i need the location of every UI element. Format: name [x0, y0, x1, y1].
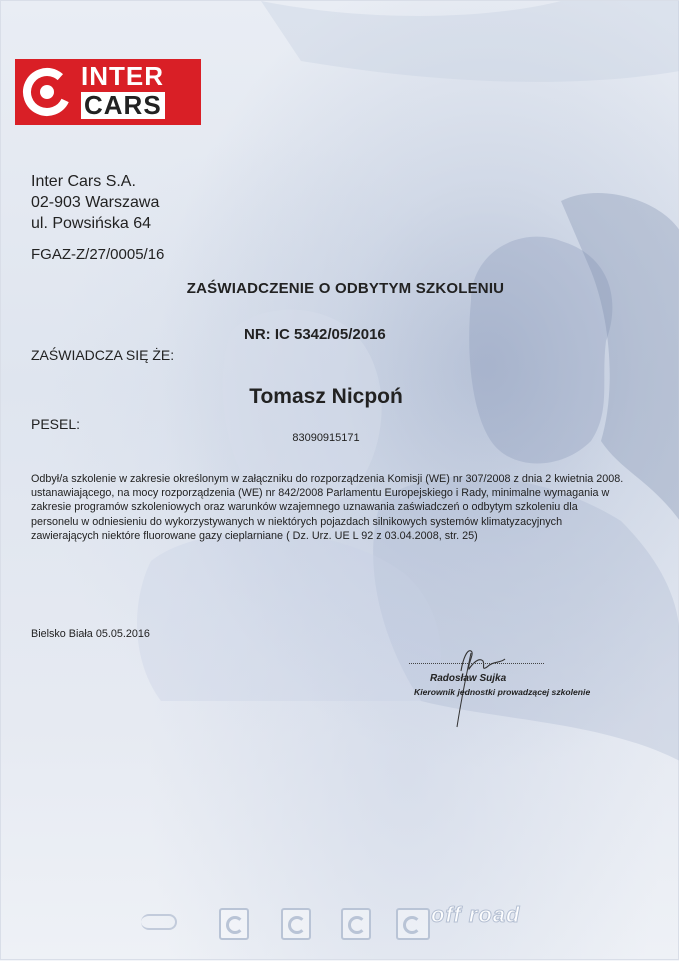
logo-line-2: CARS [81, 92, 165, 119]
company-address [31, 171, 159, 234]
company-street: ul. Powsińska 64 [31, 215, 152, 232]
company-postal-city: 02-903 Warszawa [31, 194, 160, 211]
pesel-label: PESEL: [31, 416, 81, 432]
inter-cars-logo [15, 59, 201, 125]
brand-logo-4 [341, 908, 371, 940]
brand-logo-5 [396, 908, 430, 940]
certificate-title: ZAŚWIADCZENIE O ODBYTYM SZKOLENIU [186, 280, 505, 297]
handwritten-signature [401, 641, 621, 731]
offroad-logo: off road [431, 902, 521, 927]
brand-logo-3 [281, 908, 311, 940]
recipient-name: Tomasz Nicpoń [249, 385, 403, 408]
signatory-name: Radosław Sujka [430, 673, 507, 684]
certificate-body-text: Odbył/a szkolenie w zakresie określonym w załączniku do rozporządzenia Komisji (WE) nr 307/2008 z dnia 2 kwietnia 2008. ustanawiającego, na mocy rozporządzenia (WE) nr 842/2008 Parlamentu Europejskiego i Rady, minimalne wymagania w zakresie programów szkoleniowych oraz warunków wzajemnego uznawania zaświadczeń o odbytym szkoleniu dla personelu w odniesieniu do wykorzystywanych w niektórych pojazdach silnikowych systemów klimatyzacyjnych zawierających niektóre fluorowane gazy cieplarniane ( Dz. Urz. UE L 92 z 03.04.2008, str. 25) [31, 473, 624, 542]
reference-number: FGAZ-Z/27/0005/16 [31, 246, 165, 263]
place-and-date: Bielsko Biała 05.05.2016 [31, 628, 150, 640]
certifies-label: ZAŚWIADCZA SIĘ ŻE: [31, 347, 175, 363]
inter-cars-c-icon [21, 67, 73, 117]
company-name: Inter Cars S.A. [31, 173, 136, 190]
footer-brand-logos [141, 904, 561, 944]
logo-line-1: INTER [81, 61, 164, 91]
brand-logo-1 [141, 914, 177, 930]
pesel-value: 83090915171 [292, 432, 360, 444]
signatory-role: Kierownik jednostki prowadzącej szkolenie [414, 687, 591, 697]
signature-block [401, 641, 621, 731]
certificate-number: NR: IC 5342/05/2016 [244, 326, 386, 343]
signature-line [409, 663, 544, 664]
brand-logo-2 [219, 908, 249, 940]
